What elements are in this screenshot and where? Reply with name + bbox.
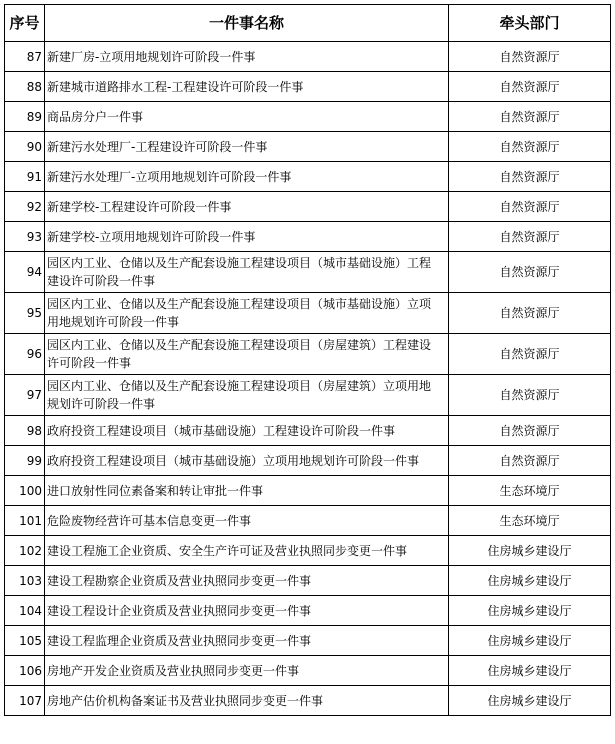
row-seq (5, 536, 45, 566)
row-name (45, 252, 449, 293)
row-name-text: 新建学校-立项用地规划许可阶段一件事 (47, 229, 256, 244)
row-seq-text: 105 (19, 633, 42, 648)
row-dept-text: 自然资源厅 (499, 49, 560, 64)
row-seq-text: 89 (26, 109, 42, 124)
row-seq (5, 566, 45, 596)
row-dept (449, 42, 611, 72)
table-row (5, 566, 611, 596)
table-row (5, 102, 611, 132)
row-seq-text: 95 (26, 306, 42, 320)
items-table (4, 4, 611, 716)
row-seq-text: 97 (26, 388, 42, 402)
table-row (5, 596, 611, 626)
header-dept: 牵头部门 (449, 5, 611, 42)
row-name (45, 686, 449, 716)
row-dept (449, 222, 611, 252)
row-name (45, 222, 449, 252)
row-dept (449, 446, 611, 476)
table-row (5, 293, 611, 334)
row-name (45, 162, 449, 192)
row-name-text: 园区内工业、仓储以及生产配套设施工程建设项目（房屋建筑）立项用地规划许可阶段一件事 (47, 379, 432, 411)
table-row (5, 72, 611, 102)
row-name (45, 476, 449, 506)
row-dept-text: 自然资源厅 (499, 79, 560, 94)
row-seq-text: 92 (26, 199, 42, 214)
row-seq-text: 99 (26, 453, 42, 468)
row-name (45, 102, 449, 132)
row-dept-text: 自然资源厅 (499, 199, 560, 214)
row-seq-text: 101 (19, 513, 42, 528)
row-name (45, 506, 449, 536)
row-seq-text: 87 (26, 49, 42, 64)
table-row (5, 506, 611, 536)
row-seq (5, 476, 45, 506)
table-row (5, 375, 611, 416)
row-seq-text: 90 (26, 139, 42, 154)
row-dept-text: 自然资源厅 (499, 139, 560, 154)
row-dept-text: 生态环境厅 (499, 483, 560, 498)
row-seq (5, 416, 45, 446)
header-seq: 序号 (5, 5, 45, 42)
row-name-text: 新建污水处理厂-立项用地规划许可阶段一件事 (47, 169, 292, 184)
row-name (45, 536, 449, 566)
row-dept-text: 住房城乡建设厅 (487, 633, 572, 648)
row-seq (5, 42, 45, 72)
row-name (45, 416, 449, 446)
row-name-text: 新建城市道路排水工程-工程建设许可阶段一件事 (47, 79, 304, 94)
header-row (5, 5, 611, 42)
row-seq (5, 252, 45, 293)
row-dept-text: 住房城乡建设厅 (487, 663, 572, 678)
row-name-text: 园区内工业、仓储以及生产配套设施工程建设项目（房屋建筑）工程建设许可阶段一件事 (47, 338, 432, 370)
row-seq (5, 375, 45, 416)
row-name-text: 建设工程勘察企业资质及营业执照同步变更一件事 (47, 573, 312, 588)
row-dept-text: 自然资源厅 (499, 265, 560, 279)
row-name-text: 新建污水处理厂-工程建设许可阶段一件事 (47, 139, 268, 154)
row-seq-text: 100 (19, 483, 42, 498)
row-seq-text: 103 (19, 573, 42, 588)
table-row (5, 192, 611, 222)
header-name: 一件事名称 (45, 5, 449, 42)
row-seq (5, 192, 45, 222)
row-dept-text: 自然资源厅 (499, 423, 560, 438)
row-name (45, 596, 449, 626)
row-dept (449, 476, 611, 506)
table-row (5, 536, 611, 566)
row-dept-text: 住房城乡建设厅 (487, 543, 572, 558)
row-dept (449, 334, 611, 375)
row-dept-text: 自然资源厅 (499, 388, 560, 402)
row-dept-text: 自然资源厅 (499, 453, 560, 468)
row-dept (449, 192, 611, 222)
row-dept (449, 72, 611, 102)
row-name-text: 进口放射性同位素备案和转让审批一件事 (47, 483, 264, 498)
table-row (5, 222, 611, 252)
row-dept (449, 536, 611, 566)
table-row (5, 686, 611, 716)
row-name-text: 危险废物经营许可基本信息变更一件事 (47, 513, 252, 528)
row-dept-text: 自然资源厅 (499, 347, 560, 361)
row-seq (5, 506, 45, 536)
row-dept-text: 住房城乡建设厅 (487, 693, 572, 708)
row-name (45, 293, 449, 334)
row-seq-text: 98 (26, 423, 42, 438)
row-name-text: 政府投资工程建设项目（城市基础设施）工程建设许可阶段一件事 (47, 423, 396, 438)
row-dept (449, 132, 611, 162)
row-seq (5, 222, 45, 252)
row-dept (449, 566, 611, 596)
row-dept-text: 自然资源厅 (499, 229, 560, 244)
row-seq (5, 656, 45, 686)
row-dept-text: 自然资源厅 (499, 169, 560, 184)
row-seq (5, 102, 45, 132)
row-seq (5, 293, 45, 334)
row-seq-text: 91 (26, 169, 42, 184)
row-name-text: 园区内工业、仓储以及生产配套设施工程建设项目（城市基础设施）工程建设许可阶段一件事 (47, 256, 432, 288)
row-dept-text: 生态环境厅 (499, 513, 560, 528)
row-seq-text: 104 (19, 603, 42, 618)
table-row (5, 416, 611, 446)
row-name (45, 656, 449, 686)
row-name-text: 商品房分户一件事 (47, 109, 144, 124)
table-body (5, 42, 611, 716)
row-name-text: 政府投资工程建设项目（城市基础设施）立项用地规划许可阶段一件事 (47, 453, 420, 468)
row-name-text: 建设工程设计企业资质及营业执照同步变更一件事 (47, 603, 312, 618)
row-name (45, 132, 449, 162)
row-seq (5, 162, 45, 192)
row-seq (5, 334, 45, 375)
row-dept-text: 住房城乡建设厅 (487, 603, 572, 618)
table-row (5, 446, 611, 476)
row-seq-text: 93 (26, 229, 42, 244)
row-seq-text: 88 (26, 79, 42, 94)
row-dept (449, 416, 611, 446)
row-seq (5, 626, 45, 656)
row-seq (5, 72, 45, 102)
row-seq (5, 686, 45, 716)
row-seq (5, 596, 45, 626)
table-row (5, 132, 611, 162)
row-name (45, 42, 449, 72)
table-row (5, 476, 611, 506)
row-name-text: 园区内工业、仓储以及生产配套设施工程建设项目（城市基础设施）立项用地规划许可阶段一件事 (47, 297, 432, 329)
row-dept-text: 住房城乡建设厅 (487, 573, 572, 588)
row-name (45, 192, 449, 222)
row-seq (5, 132, 45, 162)
row-dept (449, 102, 611, 132)
row-dept (449, 596, 611, 626)
table-row (5, 162, 611, 192)
row-seq-text: 107 (19, 693, 42, 708)
row-dept (449, 293, 611, 334)
row-name (45, 334, 449, 375)
table-row (5, 334, 611, 375)
row-seq (5, 446, 45, 476)
row-dept-text: 自然资源厅 (499, 109, 560, 124)
row-dept-text: 自然资源厅 (499, 306, 560, 320)
table-row (5, 656, 611, 686)
row-name-text: 房地产估价机构备案证书及营业执照同步变更一件事 (47, 693, 324, 708)
row-name (45, 375, 449, 416)
table-row (5, 42, 611, 72)
row-seq-text: 96 (26, 347, 42, 361)
table-row (5, 626, 611, 656)
row-seq-text: 106 (19, 663, 42, 678)
row-name (45, 566, 449, 596)
row-dept (449, 656, 611, 686)
row-dept (449, 252, 611, 293)
row-dept (449, 686, 611, 716)
row-name-text: 新建学校-工程建设许可阶段一件事 (47, 199, 232, 214)
row-seq-text: 102 (19, 543, 42, 558)
row-dept (449, 162, 611, 192)
row-name-text: 房地产开发企业资质及营业执照同步变更一件事 (47, 663, 300, 678)
row-dept (449, 506, 611, 536)
row-dept (449, 375, 611, 416)
table-row (5, 252, 611, 293)
row-dept (449, 626, 611, 656)
row-name (45, 626, 449, 656)
row-name-text: 建设工程施工企业资质、安全生产许可证及营业执照同步变更一件事 (47, 543, 408, 558)
row-name-text: 新建厂房-立项用地规划许可阶段一件事 (47, 49, 256, 64)
row-seq-text: 94 (26, 265, 42, 279)
row-name (45, 446, 449, 476)
row-name (45, 72, 449, 102)
row-name-text: 建设工程监理企业资质及营业执照同步变更一件事 (47, 633, 312, 648)
